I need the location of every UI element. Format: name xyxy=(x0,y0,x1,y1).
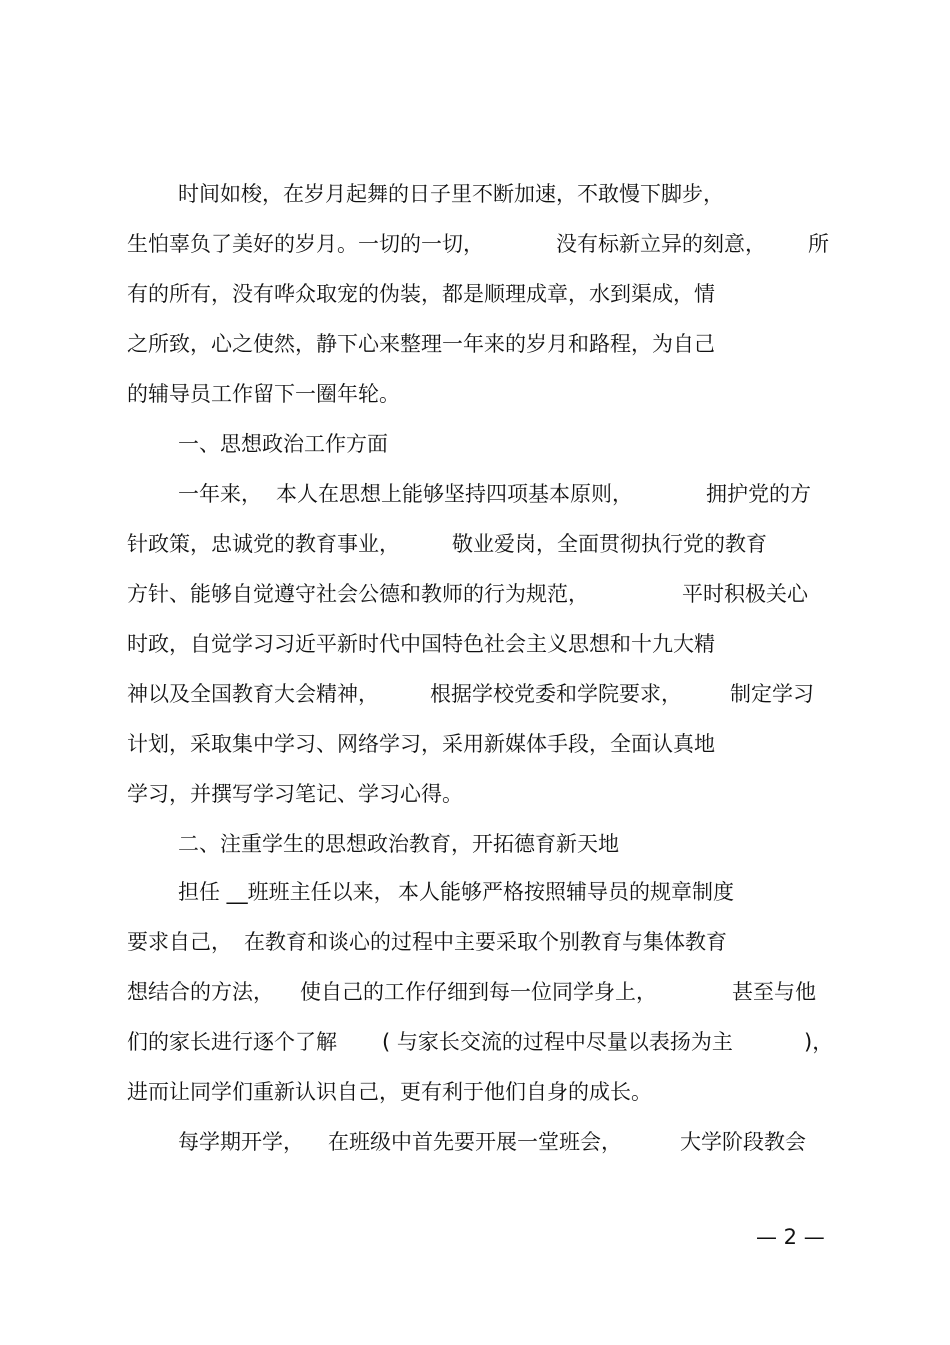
text-segment: 平时积极关心 xyxy=(682,582,808,606)
text-segment: 没有标新立异的刻意， xyxy=(556,232,766,256)
text-segment: 制定学习 xyxy=(730,682,814,706)
text-line xyxy=(0,1122,950,1162)
section-heading xyxy=(0,424,950,464)
text-segment: 大学阶段教会 xyxy=(680,1130,806,1154)
text-segment: 针政策，忠诚党的教育事业， xyxy=(127,532,400,556)
text-segment: 有的所有，没有哗众取宠的伪装，都是顺理成章，水到渠成，情 xyxy=(127,282,715,306)
text-segment: 根据学校党委和学院要求， xyxy=(430,682,682,706)
text-segment: 本人能够严格按照辅导员的规章制度 xyxy=(398,880,734,904)
text-line xyxy=(0,274,950,314)
text-segment: 进而让同学们重新认识自己，更有利于他们自身的成长。 xyxy=(127,1080,652,1104)
text-segment: 在教育和谈心的过程中主要采取个别教育与集体教育 xyxy=(244,930,727,954)
text-segment: 之所致，心之使然，静下心来整理一年来的岁月和路程，为自己 xyxy=(127,332,715,356)
text-segment: 方针、能够自觉遵守社会公德和教师的行为规范， xyxy=(127,582,589,606)
text-line xyxy=(0,624,950,664)
text-segment: 每学期开学， xyxy=(178,1130,304,1154)
text-segment: 拥护党的方 xyxy=(706,482,811,506)
text-segment: 神以及全国教育大会精神， xyxy=(127,682,379,706)
text-line xyxy=(0,324,950,364)
text-line xyxy=(0,1022,950,1062)
text-segment: ( 与家长交流的过程中尽量以表扬为主 xyxy=(382,1030,733,1054)
text-segment: 本人在思想上能够坚持四项基本原则， xyxy=(276,482,633,506)
text-segment: 一年来， xyxy=(178,482,262,506)
text-segment: 在班级中首先要开展一堂班会， xyxy=(328,1130,622,1154)
text-segment: 所 xyxy=(808,232,829,256)
text-line xyxy=(0,922,950,962)
text-segment: )， xyxy=(804,1030,834,1054)
text-line xyxy=(0,224,950,264)
text-line xyxy=(0,174,950,214)
text-segment: 二、注重学生的思想政治教育，开拓德育新天地 xyxy=(178,832,619,856)
text-line xyxy=(0,774,950,814)
text-segment: 的辅导员工作留下一圈年轮。 xyxy=(127,382,400,406)
text-line xyxy=(0,574,950,614)
text-segment: 一、思想政治工作方面 xyxy=(178,432,388,456)
text-segment: 计划，采取集中学习、网络学习，采用新媒体手段，全面认真地 xyxy=(127,732,715,756)
text-line xyxy=(0,524,950,564)
text-segment: 使自己的工作仔细到每一位同学身上， xyxy=(300,980,657,1004)
text-segment: 甚至与他 xyxy=(732,980,816,1004)
text-segment: 担任 __班班主任以来， xyxy=(178,880,395,904)
text-segment: 要求自己， xyxy=(127,930,232,954)
text-line xyxy=(0,724,950,764)
text-line xyxy=(0,474,950,514)
text-segment: 学习，并撰写学习笔记、学习心得。 xyxy=(127,782,463,806)
text-line xyxy=(0,374,950,414)
text-line xyxy=(0,972,950,1012)
text-segment: 生怕辜负了美好的岁月。一切的一切， xyxy=(127,232,484,256)
page-number: — 2 — xyxy=(756,1225,825,1249)
text-segment: 想结合的方法， xyxy=(127,980,274,1004)
section-heading xyxy=(0,824,950,864)
text-line xyxy=(0,1072,950,1112)
text-line xyxy=(0,674,950,714)
text-segment: 时政，自觉学习习近平新时代中国特色社会主义思想和十九大精 xyxy=(127,632,715,656)
text-segment: 敬业爱岗，全面贯彻执行党的教育 xyxy=(452,532,767,556)
text-line xyxy=(0,872,950,912)
text-segment: 时间如梭，在岁月起舞的日子里不断加速，不敢慢下脚步， xyxy=(178,182,724,206)
text-segment: 们的家长进行逐个了解 xyxy=(127,1030,337,1054)
